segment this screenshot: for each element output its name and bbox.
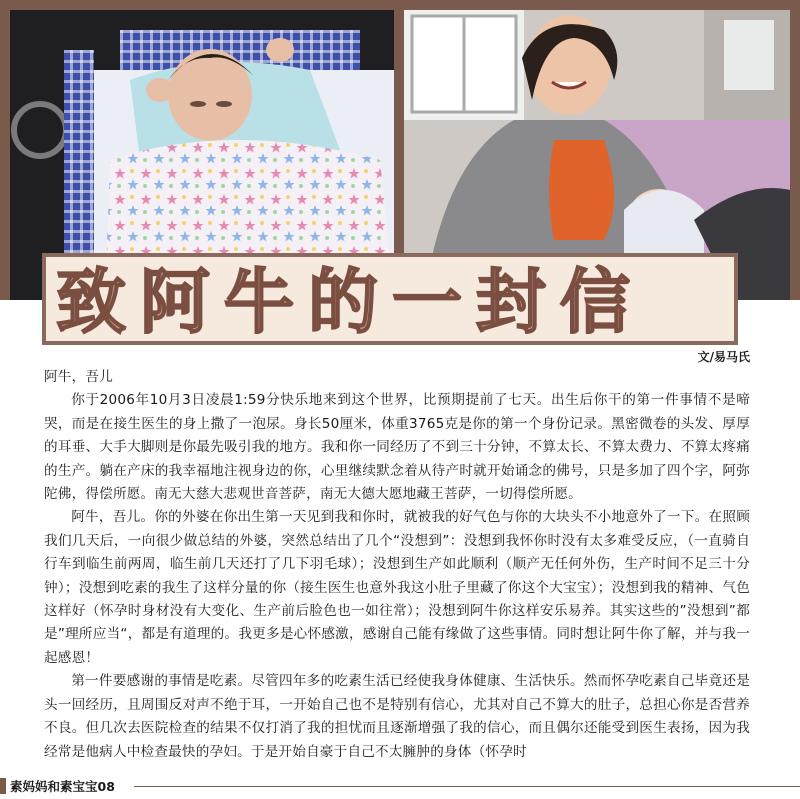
paragraph-1: 你于2006年10月3日凌晨1:59分快乐地来到这个世界，比预期提前了七天。出生后你干的第一件事情不是啼哭，而是在接生医生的身上撒了一泡尿。身长50厘米，体重3765克是你的第一个身份记录。黑密微卷的头发、厚厚的耳垂、大手大脚则是你最先吸引我的地方。我和你一同经历了不到三十分钟，不算太长、不算太费力、不算太疼痛的生产。躺在产床的我幸福地注视身边的你，心里继续默念着从待产时就开始诵念的佛号，只是多加了四个字，阿弥陀佛，得偿所愿。南无大慈大悲观世音菩萨，南无大德大愿地藏王菩萨，一切得偿所愿。 <box>44 392 750 503</box>
author-byline: 文/易马氏 <box>697 350 750 364</box>
footer-section-label: 素妈妈和素宝宝08 <box>10 779 115 794</box>
title-banner <box>42 253 738 345</box>
letter-greeting: 阿牛，吾儿 <box>44 369 113 385</box>
paragraph-2: 阿牛，吾儿。你的外婆在你出生第一天见到我和你时，就被我的好气色与你的大块头不小地意外了一下。在照顾我们几天后，一向很少做总结的外婆，突然总结出了几个“没想到”：没想到我怀你时没有太多难受反应，（一直骑自行车到临生前两周，临生前几天还打了几下羽毛球）；没想到生产如此顺利（顺产无任何外伤，生产时间不足三十分钟）；没想到吃素的我生了这样分量的你（接生医生也意外我这小肚子里藏了你这个大宝宝）；没想到我的精神、气色这样好（怀孕时身材没有大变化、生产前后脸色也一如往常）；没想到阿牛你这样安乐易养。其实这些的”没想到”都是”理所应当“，都是有道理的。我更多是心怀感激，感谢自己能有缘做了这些事情。同时想让阿牛你了解，并与我一起感恩！ <box>44 509 750 666</box>
article-title: 致阿牛的一封信 <box>56 261 644 343</box>
letter-body <box>44 366 750 764</box>
paragraph-3: 第一件要感谢的事情是吃素。尽管四年多的吃素生活已经使我身体健康、生活快乐。然而怀孕吃素自己毕竟还是头一回经历，且周围反对声不绝于耳，一开始自己也不是特别有信心，尤其对自己不算大的肚子，总担心你是否营养不良。但几次去医院检查的结果不仅打消了我的担忧而且逐渐增强了我的信心，而且偶尔还能受到医生表扬，因为我经常是他病人中检查最快的孕妇。于是开始自豪于自己不太臃肿的身体（怀孕时 <box>44 673 750 760</box>
footer-rule <box>134 786 800 787</box>
footer-marker <box>0 778 6 794</box>
page-footer <box>0 776 800 799</box>
